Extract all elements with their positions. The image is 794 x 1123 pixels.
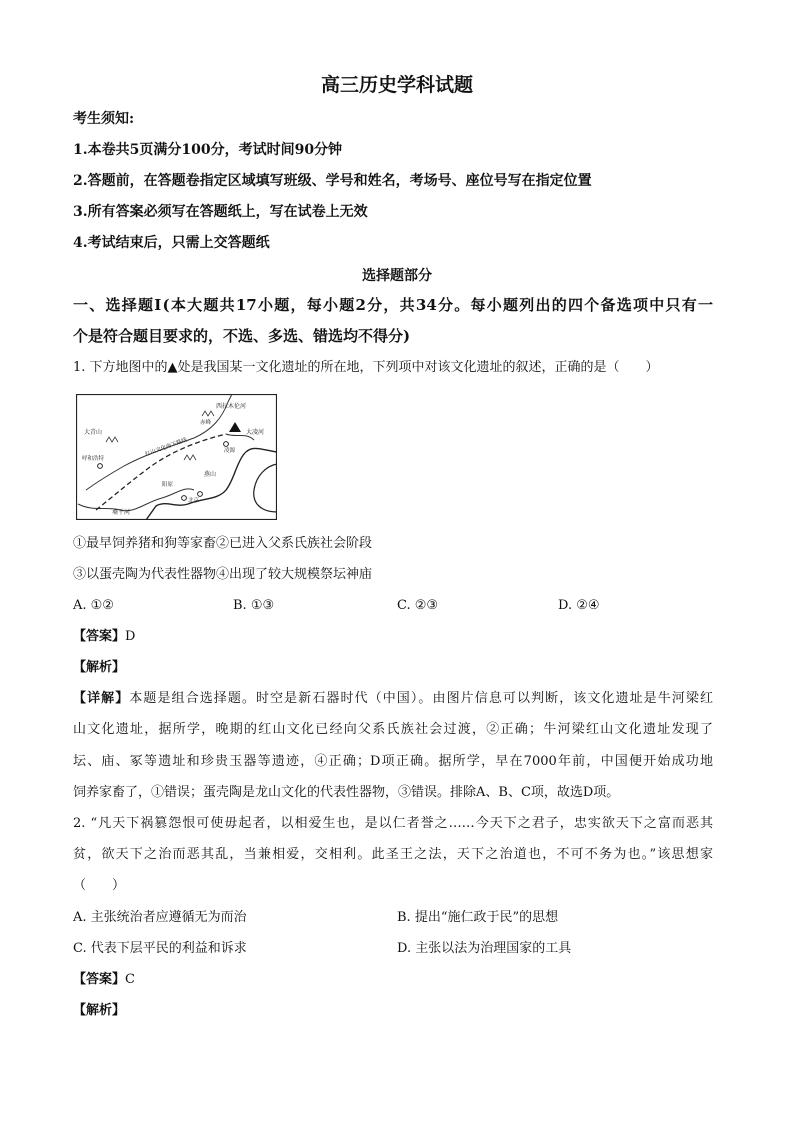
q1-analysis-tag: 【解析】 [73,660,126,675]
notice-item-1: 1.本卷共5页满分100分，考试时间90分钟 [73,142,343,158]
q1-detail-line-4: 饲养家畜了，①错误；蛋壳陶是龙山文化的代表性器物，③错误。排除A、B、C项，故选D项。 [73,785,620,800]
section-title: 选择题部分 [362,268,432,284]
map-label-river-top: 西拉木伦河 [216,403,247,410]
map-label-hohhot: 呼和浩特 [82,456,105,462]
q2-option-a: A. 主张统治者应遵循无为而治 [73,910,247,925]
notice-item-3: 3.所有答案必须写在答题纸上，写在试卷上无效 [73,204,368,220]
q1-option-c: C. ②③ [397,598,439,613]
notice-heading: 考生须知: [73,111,135,127]
q1-answer-tag: 【答案】 [73,629,126,644]
q2-stem-line-2: 贫，欲天下之治而恶其乱，当兼相爱，交相利。此圣王之法，天下之治道也，不可不务为也。”该思想家 [73,847,713,862]
part-one-instruction-line-1: 一、选择题Ⅰ(本大题共17小题，每小题2分，共34分。每小题列出的四个备选项中只有一 [73,296,713,314]
map-label-sanggan: 桑干河 [112,509,131,516]
map-label-daling: 大凌河 [246,429,265,436]
q1-detail-tag: 【详解】 [73,691,130,706]
q2-option-c: C. 代表下层平民的利益和诉求 [73,941,247,956]
q1-statements-line-1: ①最早饲养猪和狗等家畜②已进入父系氏族社会阶段 [73,536,373,551]
q1-stem: 1. 下方地图中的▲处是我国某一文化遗址的所在地，下列项中对该文化遗址的叙述，正确的是（ ） [73,360,659,375]
map-label-beijing: 北京 [188,498,200,504]
q1-answer-value: D [125,629,136,644]
map-label-yanshan: 燕山 [204,471,217,478]
q2-stem-line-1: 2. “凡天下祸篡怨恨可使毋起者，以相爱生也，是以仁者誉之……今天下之君子，忠实欲天下之富而恶其 [73,816,713,831]
notice-item-2: 2.答题前，在答题卷指定区域填写班级、学号和姓名，考场号、座位号写在指定位置 [73,173,592,189]
exam-title: 高三历史学科试题 [320,74,473,96]
q1-map-figure [76,394,277,520]
q1-detail-line-1 [73,689,713,709]
q1-option-b: B. ①③ [233,598,275,613]
q2-answer-tag: 【答案】 [73,972,126,987]
notice-item-4: 4.考试结束后，只需上交答题纸 [73,235,270,251]
q2-answer-value: C [125,972,135,987]
q2-stem-line-3: （ ） [73,878,126,893]
map-label-yangyuan: 阳原 [162,482,174,488]
q1-option-a: A. ①② [73,598,114,613]
q2-analysis-tag: 【解析】 [73,1003,126,1018]
part-one-instruction-line-2: 个是符合题目要求的，不选、多选、错选均不得分) [73,327,411,345]
q1-detail-text-1: 本题是组合选择题。时空是新石器时代（中国）。由图片信息可以判断，该文化遗址是牛河梁红 [129,691,713,706]
map-label-hongshan-route: 红山文化南下路线 [144,437,189,458]
q1-detail-line-2: 山文化遗址，据所学，晚期的红山文化已经向父系氏族社会过渡，②正确；牛河梁红山文化遗址发现了 [73,722,713,737]
map-label-lingyuan: 凌源 [224,448,236,454]
q2-option-b: B. 提出“施仁政于民”的思想 [397,910,559,925]
q2-answer [73,970,135,990]
q2-option-d: D. 主张以法为治理国家的工具 [397,941,572,956]
q1-option-d: D. ②④ [558,598,600,613]
map-label-chifeng: 赤峰 [200,420,212,426]
q1-detail-line-3: 坛、庙、冢等遗址和珍贵玉器等遗迹，④正确；D项正确。据所学，早在7000年前，中国便开始成功地 [73,754,713,769]
q1-answer [73,627,135,647]
map-label-daqingshan: 大青山 [84,429,103,436]
q1-statements-line-2: ③以蛋壳陶为代表性器物④出现了较大规模祭坛神庙 [73,567,373,582]
